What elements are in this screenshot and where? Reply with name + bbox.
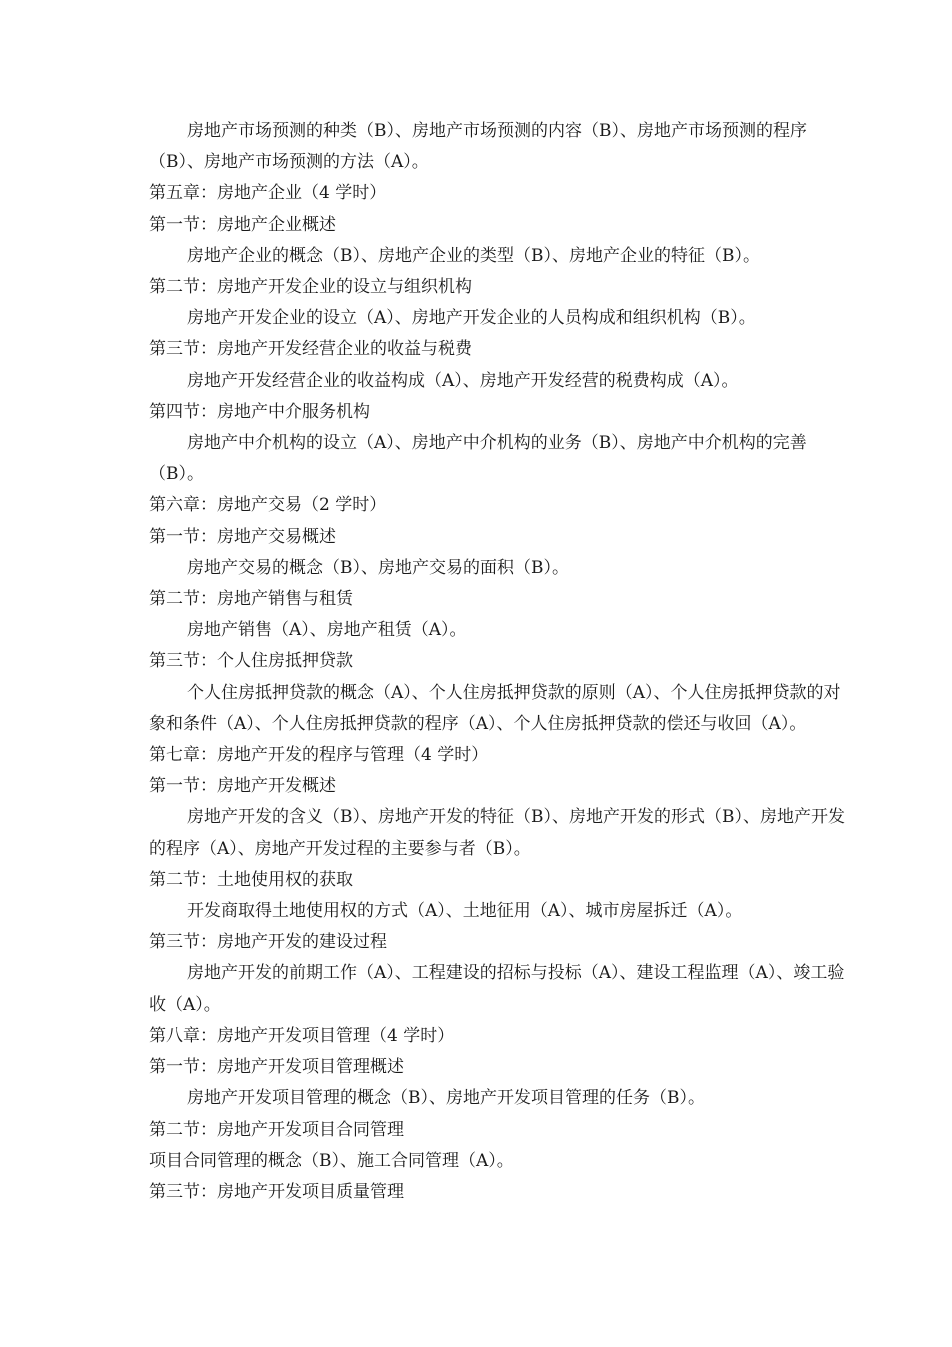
paragraph: 房地产中介机构的设立（A）、房地产中介机构的业务（B）、房地产中介机构的完善（B）。	[149, 433, 807, 485]
section-heading: 第二节：房地产销售与租赁	[149, 589, 353, 610]
chapter-heading: 第六章：房地产交易（2 学时）	[149, 495, 387, 516]
paragraph-unindented: 项目合同管理的概念（B）、施工合同管理（A）。	[149, 1150, 514, 1171]
paragraph: 个人住房抵押贷款的概念（A）、个人住房抵押贷款的原则（A）、个人住房抵押贷款的对象和条件（A）、个人住房抵押贷款的程序（A）、个人住房抵押贷款的偿还与收回（A）。	[149, 682, 841, 734]
paragraph: 房地产交易的概念（B）、房地产交易的面积（B）。	[187, 557, 569, 578]
section-heading: 第二节：房地产开发企业的设立与组织机构	[149, 277, 472, 298]
paragraph: 房地产企业的概念（B）、房地产企业的类型（B）、房地产企业的特征（B）。	[187, 245, 760, 266]
paragraph: 房地产开发项目管理的概念（B）、房地产开发项目管理的任务（B）。	[187, 1088, 705, 1109]
section-heading: 第三节：房地产开发的建设过程	[149, 932, 387, 953]
chapter-heading: 第五章：房地产企业（4 学时）	[149, 183, 387, 204]
paragraph: 房地产销售（A）、房地产租赁（A）。	[187, 620, 467, 641]
paragraph: 房地产市场预测的种类（B）、房地产市场预测的内容（B）、房地产市场预测的程序（B）、房地产市场预测的方法（A）。	[149, 121, 807, 173]
section-heading: 第一节：房地产开发项目管理概述	[149, 1057, 404, 1078]
document-page	[149, 116, 849, 1208]
section-heading: 第四节：房地产中介服务机构	[149, 401, 370, 422]
paragraph: 开发商取得土地使用权的方式（A）、土地征用（A）、城市房屋拆迁（A）。	[187, 901, 743, 922]
section-heading: 第一节：房地产企业概述	[149, 214, 336, 235]
section-heading: 第二节：房地产开发项目合同管理	[149, 1119, 404, 1140]
paragraph: 房地产开发企业的设立（A）、房地产开发企业的人员构成和组织机构（B）。	[187, 308, 756, 329]
paragraph: 房地产开发的前期工作（A）、工程建设的招标与投标（A）、建设工程监理（A）、竣工验收（A）。	[149, 963, 845, 1015]
paragraph: 房地产开发的含义（B）、房地产开发的特征（B）、房地产开发的形式（B）、房地产开发的程序（A）、房地产开发过程的主要参与者（B）。	[149, 807, 845, 859]
chapter-heading: 第八章：房地产开发项目管理（4 学时）	[149, 1025, 455, 1046]
paragraph: 房地产开发经营企业的收益构成（A）、房地产开发经营的税费构成（A）。	[187, 370, 739, 391]
section-heading: 第三节：房地产开发项目质量管理	[149, 1181, 404, 1202]
section-heading: 第三节：个人住房抵押贷款	[149, 651, 353, 672]
section-heading: 第一节：房地产开发概述	[149, 776, 336, 797]
section-heading: 第一节：房地产交易概述	[149, 526, 336, 547]
chapter-heading: 第七章：房地产开发的程序与管理（4 学时）	[149, 745, 489, 766]
section-heading: 第二节：土地使用权的获取	[149, 869, 353, 890]
section-heading: 第三节：房地产开发经营企业的收益与税费	[149, 339, 472, 360]
